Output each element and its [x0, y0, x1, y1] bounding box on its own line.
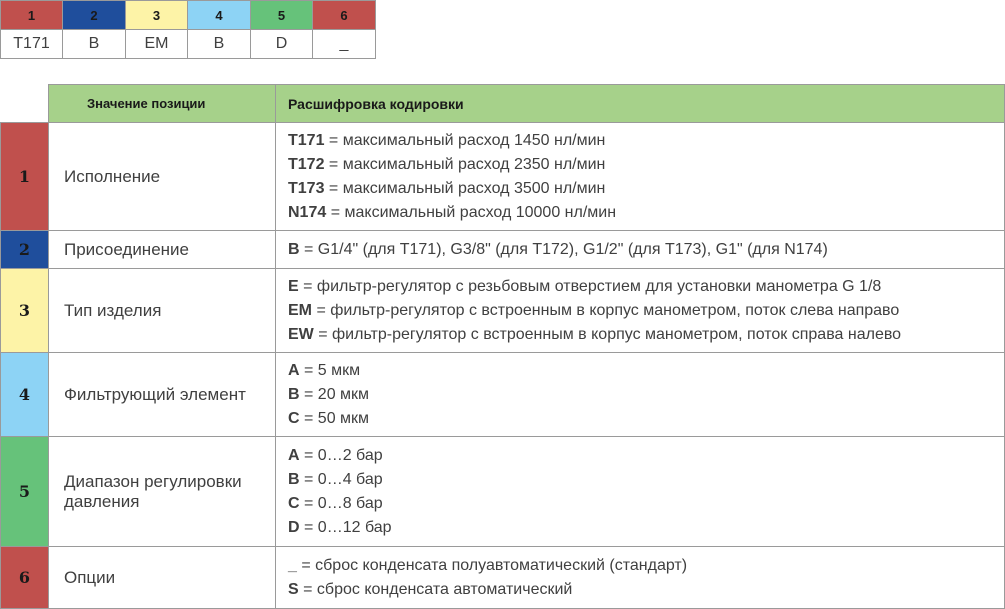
option-text: = максимальный расход 3500 нл/мин — [324, 179, 606, 197]
code-position-6: 6 — [313, 1, 376, 30]
description-line — [288, 407, 1004, 431]
option-code: EW — [288, 325, 314, 343]
description-line — [288, 492, 1004, 516]
row-description — [276, 231, 1005, 269]
description-line — [288, 201, 1004, 225]
option-code: T173 — [288, 179, 325, 197]
description-line — [288, 554, 1004, 578]
description-line — [288, 153, 1004, 177]
option-code: E — [288, 277, 299, 295]
row-index: 2 — [1, 231, 49, 269]
row-description — [276, 547, 1005, 609]
code-value-2: B — [63, 30, 126, 59]
code-position-values — [1, 30, 376, 59]
option-code: S — [288, 580, 299, 598]
description-line — [288, 468, 1004, 492]
table-header — [1, 85, 1005, 123]
option-code: B — [288, 240, 300, 258]
code-position-5: 5 — [251, 1, 313, 30]
option-code: _ — [288, 556, 297, 574]
description-line — [288, 177, 1004, 201]
row-index: 4 — [1, 353, 49, 437]
code-position-4: 4 — [188, 1, 251, 30]
option-code: A — [288, 446, 300, 464]
row-name: Присоединение — [49, 231, 276, 269]
option-text: = 0…4 бар — [299, 470, 383, 488]
option-text: = максимальный расход 1450 нл/мин — [324, 131, 606, 149]
code-value-4: B — [188, 30, 251, 59]
code-position-2: 2 — [63, 1, 126, 30]
description-line — [288, 578, 1004, 602]
description-line — [288, 129, 1004, 153]
option-code: EM — [288, 301, 312, 319]
header-code-decoding: Расшифровка кодировки — [276, 85, 1005, 123]
row-index: 5 — [1, 437, 49, 547]
option-text: = фильтр-регулятор с встроенным в корпус манометром, поток слева направо — [312, 301, 900, 319]
description-line — [288, 299, 1004, 323]
row-name: Тип изделия — [49, 269, 276, 353]
header-position-value: Значение позиции — [49, 85, 276, 123]
option-text: = 0…2 бар — [299, 446, 383, 464]
row-description — [276, 437, 1005, 547]
option-text: = 0…12 бар — [299, 518, 392, 536]
option-text: = 5 мкм — [299, 361, 361, 379]
option-code: D — [288, 518, 300, 536]
option-text: = максимальный расход 10000 нл/мин — [326, 203, 617, 221]
code-value-6: _ — [313, 30, 376, 59]
code-position-numbers — [1, 1, 376, 30]
row-name: Исполнение — [49, 123, 276, 231]
row-index: 6 — [1, 547, 49, 609]
option-text: = 50 мкм — [299, 409, 370, 427]
header-blank-cell — [1, 85, 49, 123]
row-index: 3 — [1, 269, 49, 353]
row-description — [276, 269, 1005, 353]
option-code: C — [288, 494, 300, 512]
description-line — [288, 275, 1004, 299]
option-text: = сброс конденсата автоматический — [298, 580, 573, 598]
option-code: A — [288, 361, 300, 379]
table-row — [1, 547, 1005, 609]
row-name: Фильтрующий элемент — [49, 353, 276, 437]
row-description — [276, 353, 1005, 437]
option-text: = 20 мкм — [299, 385, 370, 403]
option-text: = фильтр-регулятор с встроенным в корпус манометром, поток справа налево — [313, 325, 902, 343]
description-line — [288, 516, 1004, 540]
order-code-strip — [0, 0, 376, 59]
code-position-1: 1 — [1, 1, 63, 30]
table-row — [1, 437, 1005, 547]
description-line — [288, 323, 1004, 347]
code-value-1: T171 — [1, 30, 63, 59]
option-text: = 0…8 бар — [299, 494, 383, 512]
code-value-5: D — [251, 30, 313, 59]
row-name-line: Диапазон регулировки — [64, 471, 242, 491]
row-name — [49, 437, 276, 547]
description-line — [288, 383, 1004, 407]
option-text: = максимальный расход 2350 нл/мин — [324, 155, 606, 173]
description-line — [288, 359, 1004, 383]
table-row — [1, 269, 1005, 353]
option-code: B — [288, 470, 300, 488]
description-line — [288, 444, 1004, 468]
decoding-table — [0, 84, 1005, 609]
option-text: = сброс конденсата полуавтоматический (стандарт) — [296, 556, 688, 574]
option-text: = G1/4" (для T171), G3/8" (для T172), G1/2" (для T173), G1" (для N174) — [299, 240, 828, 258]
table-row — [1, 353, 1005, 437]
option-code: B — [288, 385, 300, 403]
option-code: T172 — [288, 155, 325, 173]
description-line — [288, 238, 1004, 262]
code-position-3: 3 — [126, 1, 188, 30]
row-description — [276, 123, 1005, 231]
row-index: 1 — [1, 123, 49, 231]
table-row — [1, 231, 1005, 269]
row-name: Опции — [49, 547, 276, 609]
code-value-3: EM — [126, 30, 188, 59]
option-text: = фильтр-регулятор с резьбовым отверстием для установки манометра G 1/8 — [298, 277, 882, 295]
option-code: T171 — [288, 131, 325, 149]
row-name-line: давления — [64, 491, 140, 511]
table-row — [1, 123, 1005, 231]
option-code: N174 — [288, 203, 327, 221]
option-code: C — [288, 409, 300, 427]
